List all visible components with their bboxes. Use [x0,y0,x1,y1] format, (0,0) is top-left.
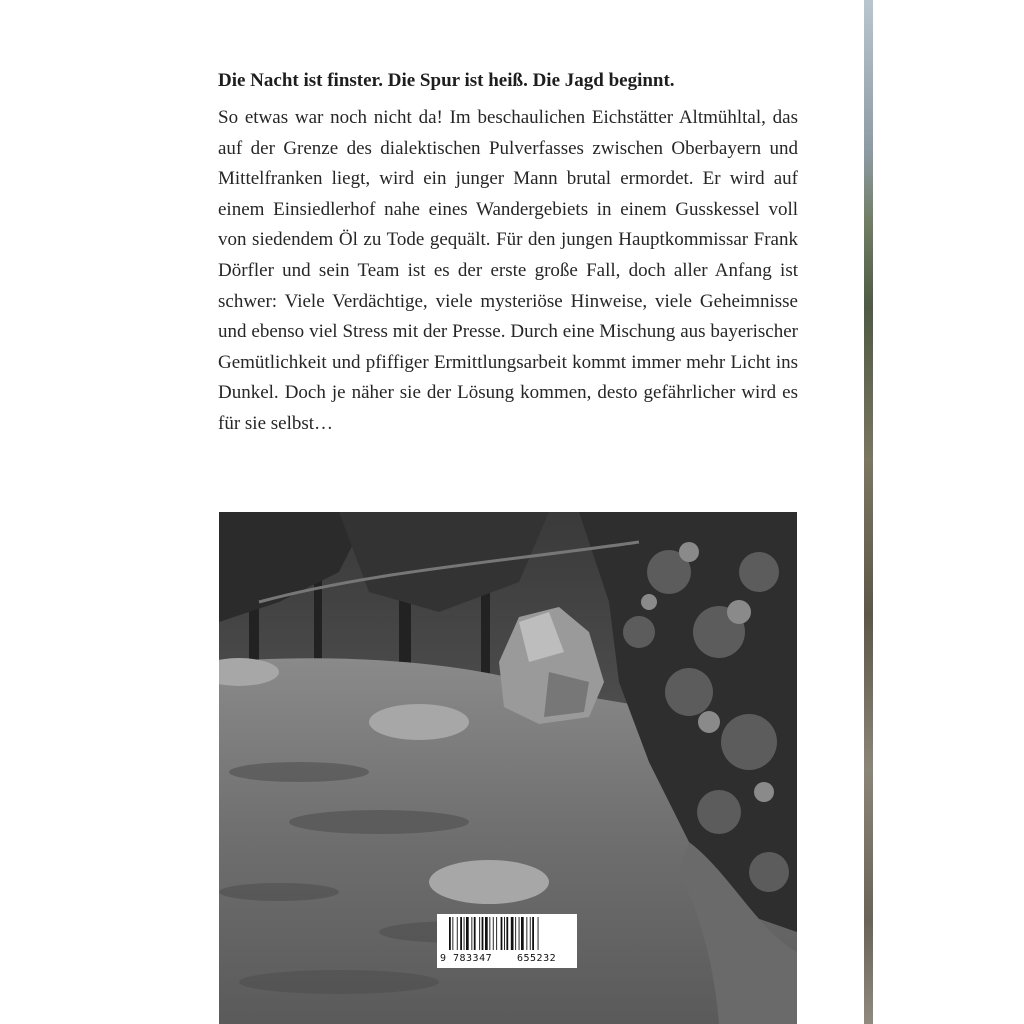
barcode-bar [479,917,480,950]
barcode-bar [515,917,516,950]
barcode-bar [511,917,514,950]
barcode-bar [493,917,494,950]
barcode-bar [466,917,469,950]
barcode-bar [519,917,520,950]
blurb-text: So etwas war noch nicht da! Im beschaulichen Eichstätter Altmühltal, das auf der Grenze des dialektischen Pulverfasses zwischen Oberbayern und Mittelfranken liegt, wird ein junger Mann brutal ermordet. Er wird auf einem Einsiedlerhof nahe eines Wandergebiets in einem Gusskessel voll von siedendem Öl zu Tode gequält. Für den jungen Hauptkommissar Frank Dörfler und sein Team ist es der erste große Fall, doch aller Anfang ist schwer: Viele Verdächtige, viele mysteriöse Hinweise, viele Geheimnisse und ebenso viel Stress mit der Presse. Durch eine Mischung aus bayerischer Gemütlichkeit und pfiffiger Ermittlungsarbeit kommt immer mehr Licht ins Dunkel. Doch je näher sie der Lösung kommen, desto gefährlicher wird es für sie selbst… [218,107,798,434]
isbn-right-group: 655232 [517,953,557,964]
barcode-bar [530,917,531,950]
barcode-bar [452,917,453,950]
barcode-bar [474,917,476,950]
isbn-left-group: 783347 [453,953,493,964]
barcode-bar [496,917,497,950]
barcode-bar [538,917,539,950]
isbn-barcode [437,914,577,968]
isbn-number [437,953,577,967]
barcode-bar [464,917,465,950]
barcode-bar [457,917,458,950]
barcode-bar [521,917,524,950]
barcode-bar [471,917,472,950]
barcode-bar [489,917,490,950]
barcode-bar [501,917,503,950]
barcode-bar [482,917,484,950]
barcode-bar [485,917,488,950]
barcode-bar [449,917,451,950]
barcode-bar [526,917,527,950]
barcode-bar [460,917,462,950]
tagline-heading: Die Nacht ist finster. Die Spur ist heiß. Die Jagd beginnt. [218,70,675,91]
barcode-bar [532,917,534,950]
barcode-bar [506,917,508,950]
isbn-first-digit: 9 [440,953,447,964]
barcode-bar [504,917,505,950]
book-spine-edge [864,0,873,1024]
